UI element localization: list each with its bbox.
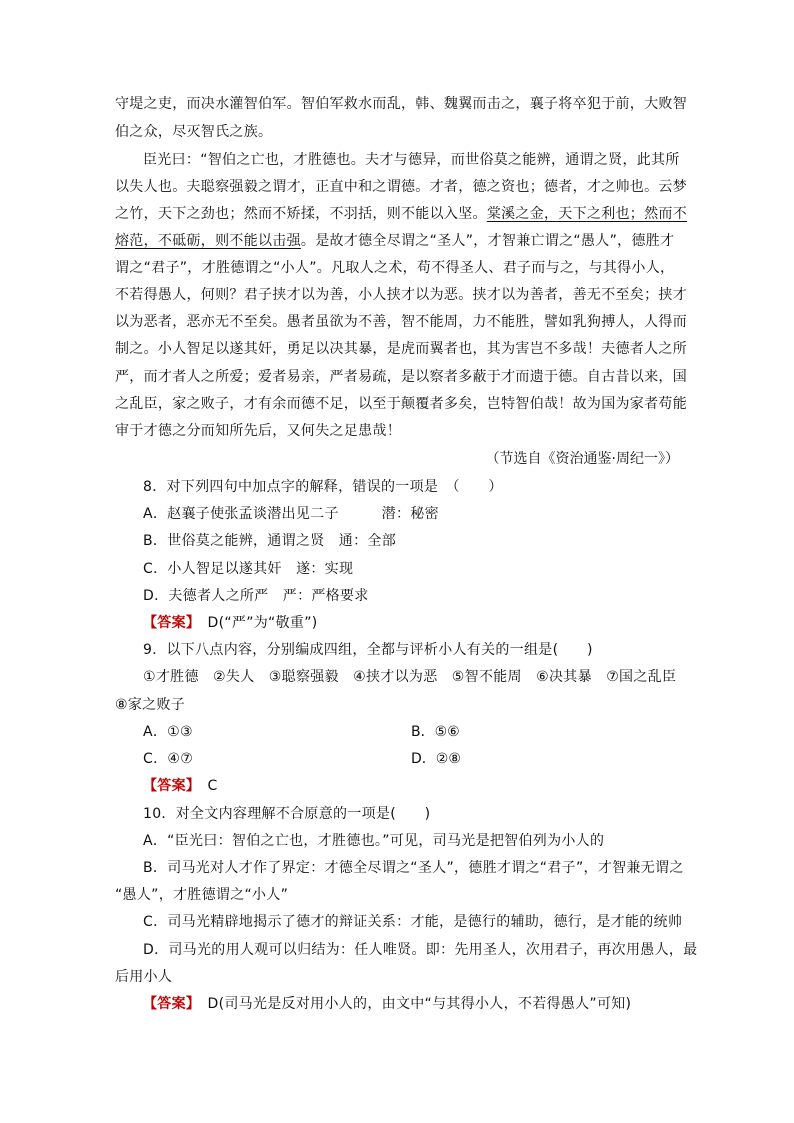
passage-line: 严，而才者人之所爱；爱者易亲，严者易疏，是以察者多蔽于才而遗于德。自古昔以来，国 (115, 369, 687, 385)
answer-tag: 【答案】 (143, 615, 194, 631)
passage-line: 以为恶者，恶亦无不至矣。愚者虽欲为不善，智不能周，力不能胜，譬如乳狗搏人，人得而 (115, 314, 687, 330)
question-9-items: ⑧家之败子 (115, 697, 186, 713)
question-9-option-d: D．②⑧ (411, 751, 461, 767)
passage-line: 谓之“君子”，才胜德谓之“小人”。凡取人之术，苟不得圣人、君子而与之，与其得小人， (115, 260, 675, 276)
question-9-option-c: C．④⑦ (143, 751, 194, 767)
question-8-option-a: A．赵襄子使张孟谈潜出见二子 潜：秘密 (143, 506, 439, 522)
question-9-option-b: B．⑤⑥ (411, 724, 460, 740)
passage-line: 臣光曰：“智伯之亡也，才胜德也。夫才与德异，而世俗莫之能辨，通谓之贤，此其所 (143, 152, 680, 168)
passage-line: 之乱臣，家之败子，才有余而德不足，以至于颠覆者多矣，岂特智伯哉！故为国为家者苟能 (115, 396, 687, 412)
passage-text: 之竹，天下之劲也；然而不矫揉，不羽括，则不能以入坚。 (115, 206, 487, 222)
question-8-option-d: D．夫德者人之所严 严：严格要求 (143, 588, 369, 604)
question-10-option-a: A．“臣光曰：智伯之亡也，才胜德也。”可见，司马光是把智伯列为小人的 (143, 833, 605, 849)
question-10-stem: 10．对全文内容理解不合原意的一项是( ) (143, 806, 431, 822)
passage-source: （节选自《资治通鉴·周纪一》） (485, 451, 679, 467)
underlined-sentence: 熔范，不砥砺，则不能以击强 (115, 233, 301, 249)
underlined-sentence: 棠溪之金，天下之利也；然而不 (486, 206, 688, 222)
question-9-answer (143, 776, 713, 796)
question-9-option-a: A．①③ (143, 724, 193, 740)
question-8-answer (143, 613, 713, 633)
question-10-option-b: B．司马光对人才作了界定：才德全尽谓之“圣人”，德胜才谓之“君子”，才智兼无谓之 (143, 860, 684, 876)
answer-text: D(司马光是反对用小人的，由文中“与其得小人，不若得愚人”可知) (193, 996, 632, 1012)
answer-tag: 【答案】 (143, 778, 194, 794)
passage-line: 不若得愚人，何则？君子挟才以为善，小人挟才以为恶。挟才以为善者，善无不至矣；挟才 (115, 287, 687, 303)
passage-line: 以失人也。夫聪察强毅之谓才，正直中和之谓德。才者，德之资也；德者，才之帅也。云梦 (115, 179, 687, 195)
answer-text: C (193, 778, 218, 794)
answer-tag: 【答案】 (143, 996, 194, 1012)
question-10-option-d-cont: 后用小人 (115, 969, 173, 985)
question-9-stem: 9．以下八点内容，分别编成四组，全都与评析小人有关的一组是( ) (143, 642, 593, 658)
question-10-option-d: D．司马光的用人观可以归结为：任人唯贤。即：先用圣人，次用君子，再次用愚人，最 (143, 942, 698, 958)
question-8-option-c: C．小人智足以遂其奸 遂：实现 (143, 561, 354, 577)
question-10-option-c: C．司马光精辟地揭示了德才的辩证关系：才能，是德行的辅助，德行，是才能的统帅 (143, 914, 683, 930)
passage-line (115, 204, 688, 224)
passage-line: 守堤之吏，而决水灌智伯军。智伯军救水而乱，韩、魏翼而击之，襄子将卒犯于前，大败智 (115, 96, 687, 112)
passage-line (115, 231, 685, 251)
passage-text: 。是故才德全尽谓之“圣人”，才智兼亡谓之“愚人”，德胜才 (300, 233, 675, 249)
question-10-option-b-cont: “愚人”，才胜德谓之“小人” (115, 887, 289, 903)
question-9-items: ①才胜德 ②失人 ③聪察强毅 ④挟才以为恶 ⑤智不能周 ⑥决其暴 ⑦国之乱臣 (143, 669, 677, 685)
passage-line: 制之。小人智足以遂其奸，勇足以决其暴，是虎而翼者也，其为害岂不多哉！夫德者人之所 (115, 341, 687, 357)
question-8-option-b: B．世俗莫之能辨，通谓之贤 通：全部 (143, 533, 397, 549)
question-10-answer (143, 994, 713, 1014)
passage-line: 审于才德之分而知所先后，又何失之足患哉！ (115, 423, 401, 439)
answer-text: D(“严”为“敬重”) (193, 615, 318, 631)
question-8-stem: 8．对下列四句中加点字的解释，错误的一项是 （ ） (143, 479, 503, 495)
passage-line: 伯之众，尽灭智氏之族。 (115, 124, 273, 140)
